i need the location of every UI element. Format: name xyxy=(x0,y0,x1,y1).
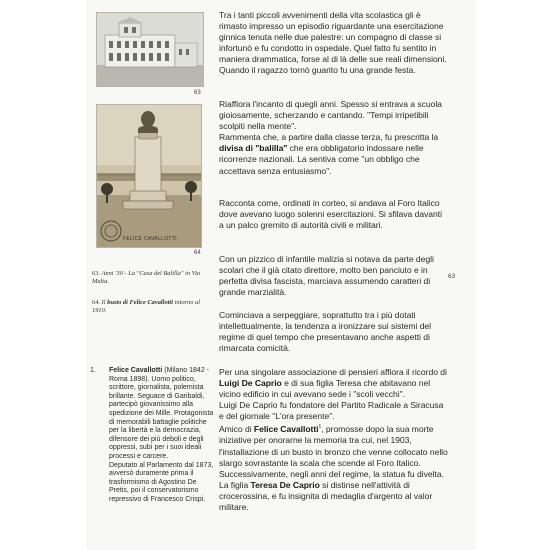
paragraph-2b-pre: Rammenta che, a partire dalla classe terza, fu prescritta la xyxy=(219,132,439,143)
paragraph-3: Racconta come, ordinati in corteo, si andava al Foro Italico dove avevano luogo solenni esercitazioni. Si sfilava davanti a un palco gremito di autorità civili e militari. xyxy=(219,198,442,231)
paragraph-4: Con un pizzico di infantile malizia si notava da parte degli scolari che il già citato direttore, molto ben panciuto e in perfetta divisa fascista, marciava assumendo caratteri di grande marzialità. xyxy=(219,254,434,298)
photo-busto-cavallotti xyxy=(96,104,202,248)
caption-64-pre: Il xyxy=(101,299,106,306)
paragraph-6c-post: , promosse dopo la sua morte iniziative per onorarne la memoria tra cui, nel 1903, l'installazione di un busto in bronzo che venne collocato nello slargo sovrastante la scala che scende al Foro Italico. Successivamente, negli anni del regime, la statua fu divelta. xyxy=(219,424,448,479)
paragraph-6-bold: Luigi De Caprio xyxy=(219,378,282,389)
paragraph-2 xyxy=(219,99,449,177)
footnote-text: Uomo politico, scrittore, giornalista, polemista brillante. Seguace di Garibaldi, partecipò giovanissimo alla spedizione dei Mille. Protagonista di memorabili battaglie politiche per la libertà e la democrazia, difensore dei più deboli e degli oppressi, subì per i suoi ideali processi e carcere. xyxy=(109,375,214,460)
caption-64 xyxy=(92,299,214,315)
paragraph-2b-post: che era obbligatorio indossare nelle ricorrenze nazionali. La sentiva come "un obbligo che accettava senza entusiasmo". xyxy=(219,143,424,176)
monument-illustration xyxy=(97,105,201,247)
paragraph-6-pre: Per una singolare associazione di pensieri affiora il ricordo di xyxy=(219,367,447,377)
paragraph-6c-pre: Amico di xyxy=(219,424,252,435)
paragraph-6d-pre: La figlia xyxy=(219,479,249,490)
paragraph-6 xyxy=(219,367,449,513)
footnote-body xyxy=(109,367,216,505)
paragraph-2b-bold: divisa di "balilla" xyxy=(219,143,288,154)
caption-64-number: 64. xyxy=(92,299,100,306)
page-right-margin xyxy=(476,0,550,550)
footnote-text-2: Deputato al Parlamento dal 1873, avversò duramente prima il trasformismo di Agostino De Pretis, poi il conservatorismo repressivo di Francesco Crispi. xyxy=(109,461,214,503)
paragraph-6c-bold: Felice Cavallotti xyxy=(253,424,319,435)
paragraph-6d-bold: Teresa De Caprio xyxy=(250,479,320,490)
footnote-name: Felice Cavallotti xyxy=(109,367,163,374)
page-number: 63 xyxy=(448,273,456,280)
photo-number-64: 64 xyxy=(194,250,201,256)
footnote-dates: (Milano 1842 - Roma 1898). xyxy=(109,367,209,383)
paragraph-6-post: e di sua figlia Teresa che abitavano nel vicino edificio in cui avevano sede i "scoli vecchi". xyxy=(219,378,431,400)
caption-63 xyxy=(92,270,214,286)
paragraph-6d-post: si distinse nell'attività di crocerossina, e fu insignita di medaglia d'argento al valor militare. xyxy=(219,479,433,512)
caption-64-bold: busto di Felice Cavallotti xyxy=(107,299,173,306)
paragraph-2-text: Riaffiora l'incanto di quegli anni. Spesso si entrava a scuola gioiosamente, scherzando e cantando. "Tempi irripetibili scolpiti nella mente". xyxy=(219,99,442,132)
paragraph-1: Tra i tanti piccoli avvenimenti della vita scolastica gli è rimasto impresso un episodio riguardante una esercitazione ginnica tenuta nelle due palestre: un compagno di classe si infortunò e fu condotto in ospedale. Quel fatto fu sentito in maniera drammatica, forse al di là delle sue reali dimensioni. Quando il ragazzo tornò guarito fu una grande festa. xyxy=(219,10,447,76)
footnote-label: 1. xyxy=(90,367,96,374)
paragraph-5: Cominciava a serpeggiare, soprattutto tra i più dotati intellettualmente, la tendenza a ironizzare sui sistemi del regime di quel tempo che presentavano anche aspetti di rimarcata comicità. xyxy=(219,310,432,354)
caption-64-post: intorno al 1910. xyxy=(92,299,200,315)
footnote-ref: 1 xyxy=(318,424,322,431)
page-left-margin xyxy=(0,0,86,550)
caption-63-text: Anni '30 - La "Casa del Balilla" in Via Malta. xyxy=(92,270,201,286)
photo-casa-del-balilla xyxy=(96,12,204,87)
caption-63-number: 63. xyxy=(92,270,100,277)
photo-inscription: FELICE CAVALLOTTI xyxy=(123,236,177,242)
paragraph-6b: Luigi De Caprio fu fondatore del Partito Radicale a Siracusa e del giornale "L'ora presente". xyxy=(219,400,444,422)
building-illustration xyxy=(97,13,203,86)
photo-number-63: 63 xyxy=(194,90,201,96)
